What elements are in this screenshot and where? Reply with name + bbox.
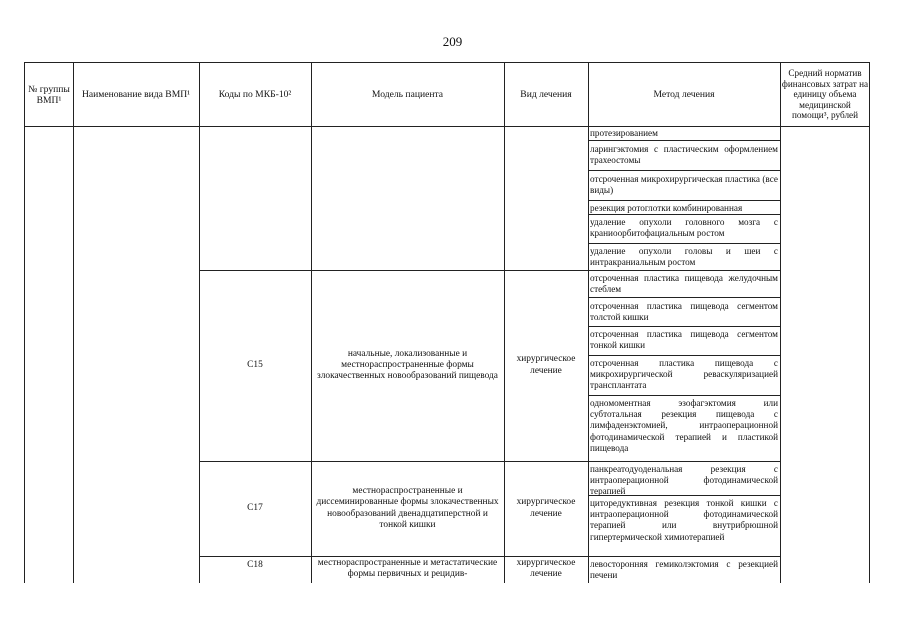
method-cell: левосторонняя гемиколэктомия с резекцией печени bbox=[590, 559, 778, 581]
header-treatment-type: Вид лечения bbox=[520, 89, 572, 100]
patient-model-cell: местнораспространенные и метастатические формы первичных и рецидив- bbox=[317, 558, 498, 580]
method-cell: панкреатодуоденальная резекция с интраоперационной фотодинамической терапией bbox=[590, 464, 778, 497]
header-vmp-name: Наименование вида ВМП¹ bbox=[81, 89, 191, 100]
header-patient-model: Модель пациента bbox=[371, 89, 444, 100]
code-cell: C15 bbox=[247, 359, 263, 370]
method-cell: циторедуктивная резекция тонкой кишки с интраоперационной фотодинамической терапией или внутрибрюшной гипертермической химиотерапией bbox=[590, 498, 778, 542]
method-cell: протезированием bbox=[590, 128, 658, 138]
method-cell: удаление опухоли головного мозга с краниоорбитофациальным ростом bbox=[590, 217, 778, 239]
method-cell: ларингэктомия с пластическим оформлением трахеостомы bbox=[590, 144, 778, 166]
treatment-type-cell: хирургическое лечение bbox=[516, 558, 576, 580]
method-cell: отсроченная пластика пищевода с микрохирургической реваскуляризацией трансплантата bbox=[590, 358, 778, 391]
header-mkb-codes: Коды по МКБ-10² bbox=[218, 89, 292, 100]
page-number: 209 bbox=[442, 34, 463, 49]
header-group-no: № группы ВМП¹ bbox=[28, 83, 70, 106]
method-cell: резекция ротоглотки комбинированная bbox=[590, 203, 743, 213]
method-cell: отсроченная микрохирургическая пластика (все виды) bbox=[590, 174, 778, 196]
header-treatment-method: Метод лечения bbox=[653, 89, 715, 100]
patient-model-cell: местнораспространенные и диссеминированные формы злокачественных новообразований двенадцатиперстной и тонкой кишки bbox=[316, 486, 499, 530]
code-cell: C17 bbox=[247, 502, 263, 513]
code-cell: C18 bbox=[247, 560, 263, 570]
method-cell: отсроченная пластика пищевода сегментом тонкой кишки bbox=[590, 329, 778, 351]
method-cell: отсроченная пластика пищевода желудочным стеблем bbox=[590, 273, 778, 295]
table bbox=[24, 62, 870, 583]
method-cell: удаление опухоли головы и шеи с интракраниальным ростом bbox=[590, 246, 778, 268]
method-cell: отсроченная пластика пищевода сегментом толстой кишки bbox=[590, 301, 778, 323]
treatment-type-cell: хирургическое лечение bbox=[516, 354, 576, 376]
patient-model-cell: начальные, локализованные и местнораспространенные формы злокачественных новообразований пищевода bbox=[317, 348, 498, 382]
method-cell: одномоментная эзофагэктомия или субтотальная резекция пищевода с лимфаденэктомией, интраоперационной фотодинамической терапией и пластикой пищевода bbox=[590, 398, 778, 453]
header-cost-norm: Средний норматив финансовых затрат на единицу объема медицинской помощи³, рублей bbox=[781, 68, 869, 121]
treatment-type-cell: хирургическое лечение bbox=[516, 497, 576, 519]
